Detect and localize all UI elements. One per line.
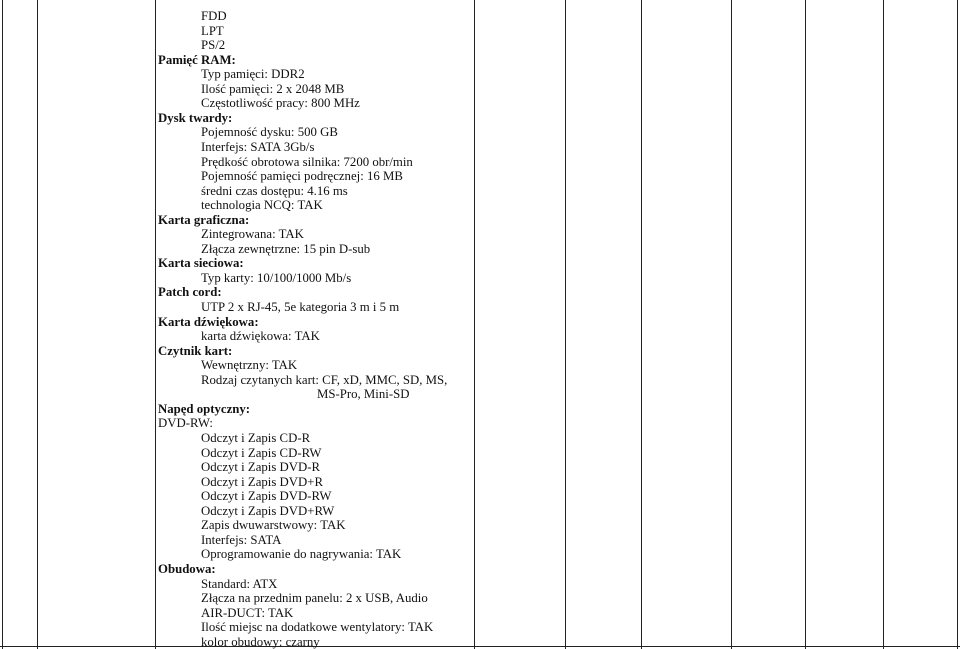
- spec-line: Prędkość obrotowa silnika: 7200 obr/min: [201, 154, 413, 169]
- spec-line: Zintegrowana: TAK: [201, 227, 304, 242]
- spec-line: DVD-RW:: [158, 416, 213, 431]
- column-border: [957, 0, 958, 649]
- spec-line: technologia NCQ: TAK: [201, 198, 323, 213]
- spec-line: Ilość pamięci: 2 x 2048 MB: [201, 81, 345, 96]
- section-heading: Karta sieciowa:: [158, 256, 244, 271]
- spec-line: LPT: [201, 23, 224, 38]
- spec-line: Odczyt i Zapis DVD+R: [201, 474, 324, 489]
- spec-line: Pojemność dysku: 500 GB: [201, 125, 338, 140]
- section-heading: Obudowa:: [158, 561, 216, 576]
- column-border: [731, 0, 732, 649]
- spec-line: Odczyt i Zapis DVD+RW: [201, 503, 335, 518]
- spec-line: Wewnętrzny: TAK: [201, 358, 298, 373]
- column-border: [805, 0, 806, 649]
- column-border: [37, 0, 38, 649]
- spec-line: Zapis dwuwarstwowy: TAK: [201, 518, 346, 533]
- section-heading: Dysk twardy:: [158, 110, 233, 125]
- column-border: [883, 0, 884, 649]
- spec-line: Odczyt i Zapis CD-R: [201, 431, 311, 445]
- spec-line: Interfejs: SATA 3Gb/s: [201, 140, 315, 154]
- spec-line: Odczyt i Zapis DVD-RW: [201, 489, 332, 504]
- column-border: [155, 0, 156, 649]
- column-border: [641, 0, 642, 649]
- spec-line: MS-Pro, Mini-SD: [317, 387, 410, 402]
- section-heading: Napęd optyczny:: [158, 401, 251, 416]
- section-heading: Karta graficzna:: [158, 212, 250, 227]
- spec-line: Odczyt i Zapis CD-RW: [201, 445, 322, 460]
- spec-line: Oprogramowanie do nagrywania: TAK: [201, 547, 402, 562]
- spec-line: Złącza na przednim panelu: 2 x USB, Audio: [201, 591, 428, 605]
- row-border: [0, 646, 960, 647]
- spec-line: kolor obudowy: czarny: [201, 634, 320, 649]
- spec-line: Interfejs: SATA: [201, 532, 282, 547]
- spec-line: Ilość miejsc na dodatkowe wentylatory: TAK: [201, 620, 434, 635]
- spec-line: FDD: [201, 9, 227, 23]
- column-border: [474, 0, 475, 649]
- spec-line: Typ pamięci: DDR2: [201, 67, 305, 82]
- spec-line: AIR-DUCT: TAK: [201, 605, 294, 620]
- spec-line: UTP 2 x RJ-45, 5e kategoria 3 m i 5 m: [201, 300, 400, 314]
- spec-line: Typ karty: 10/100/1000 Mb/s: [201, 270, 352, 285]
- column-border: [2, 0, 3, 649]
- section-heading: Pamięć RAM:: [158, 52, 236, 67]
- section-heading: Karta dźwiękowa:: [158, 314, 259, 329]
- spec-line: Pojemność pamięci podręcznej: 16 MB: [201, 169, 403, 184]
- spec-line: PS/2: [201, 38, 226, 53]
- column-border: [565, 0, 566, 649]
- spec-line: karta dźwiękowa: TAK: [201, 329, 320, 344]
- section-heading: Patch cord:: [158, 285, 222, 300]
- spec-line: Częstotliwość pracy: 800 MHz: [201, 96, 360, 111]
- section-heading: Czytnik kart:: [158, 343, 233, 358]
- spec-line: Złącza zewnętrzne: 15 pin D-sub: [201, 241, 371, 256]
- spec-line: średni czas dostępu: 4.16 ms: [201, 183, 348, 198]
- spec-line: Standard: ATX: [201, 576, 278, 591]
- spec-line: Rodzaj czytanych kart: CF, xD, MMC, SD, MS,: [201, 372, 448, 387]
- spec-line: Odczyt i Zapis DVD-R: [201, 460, 321, 475]
